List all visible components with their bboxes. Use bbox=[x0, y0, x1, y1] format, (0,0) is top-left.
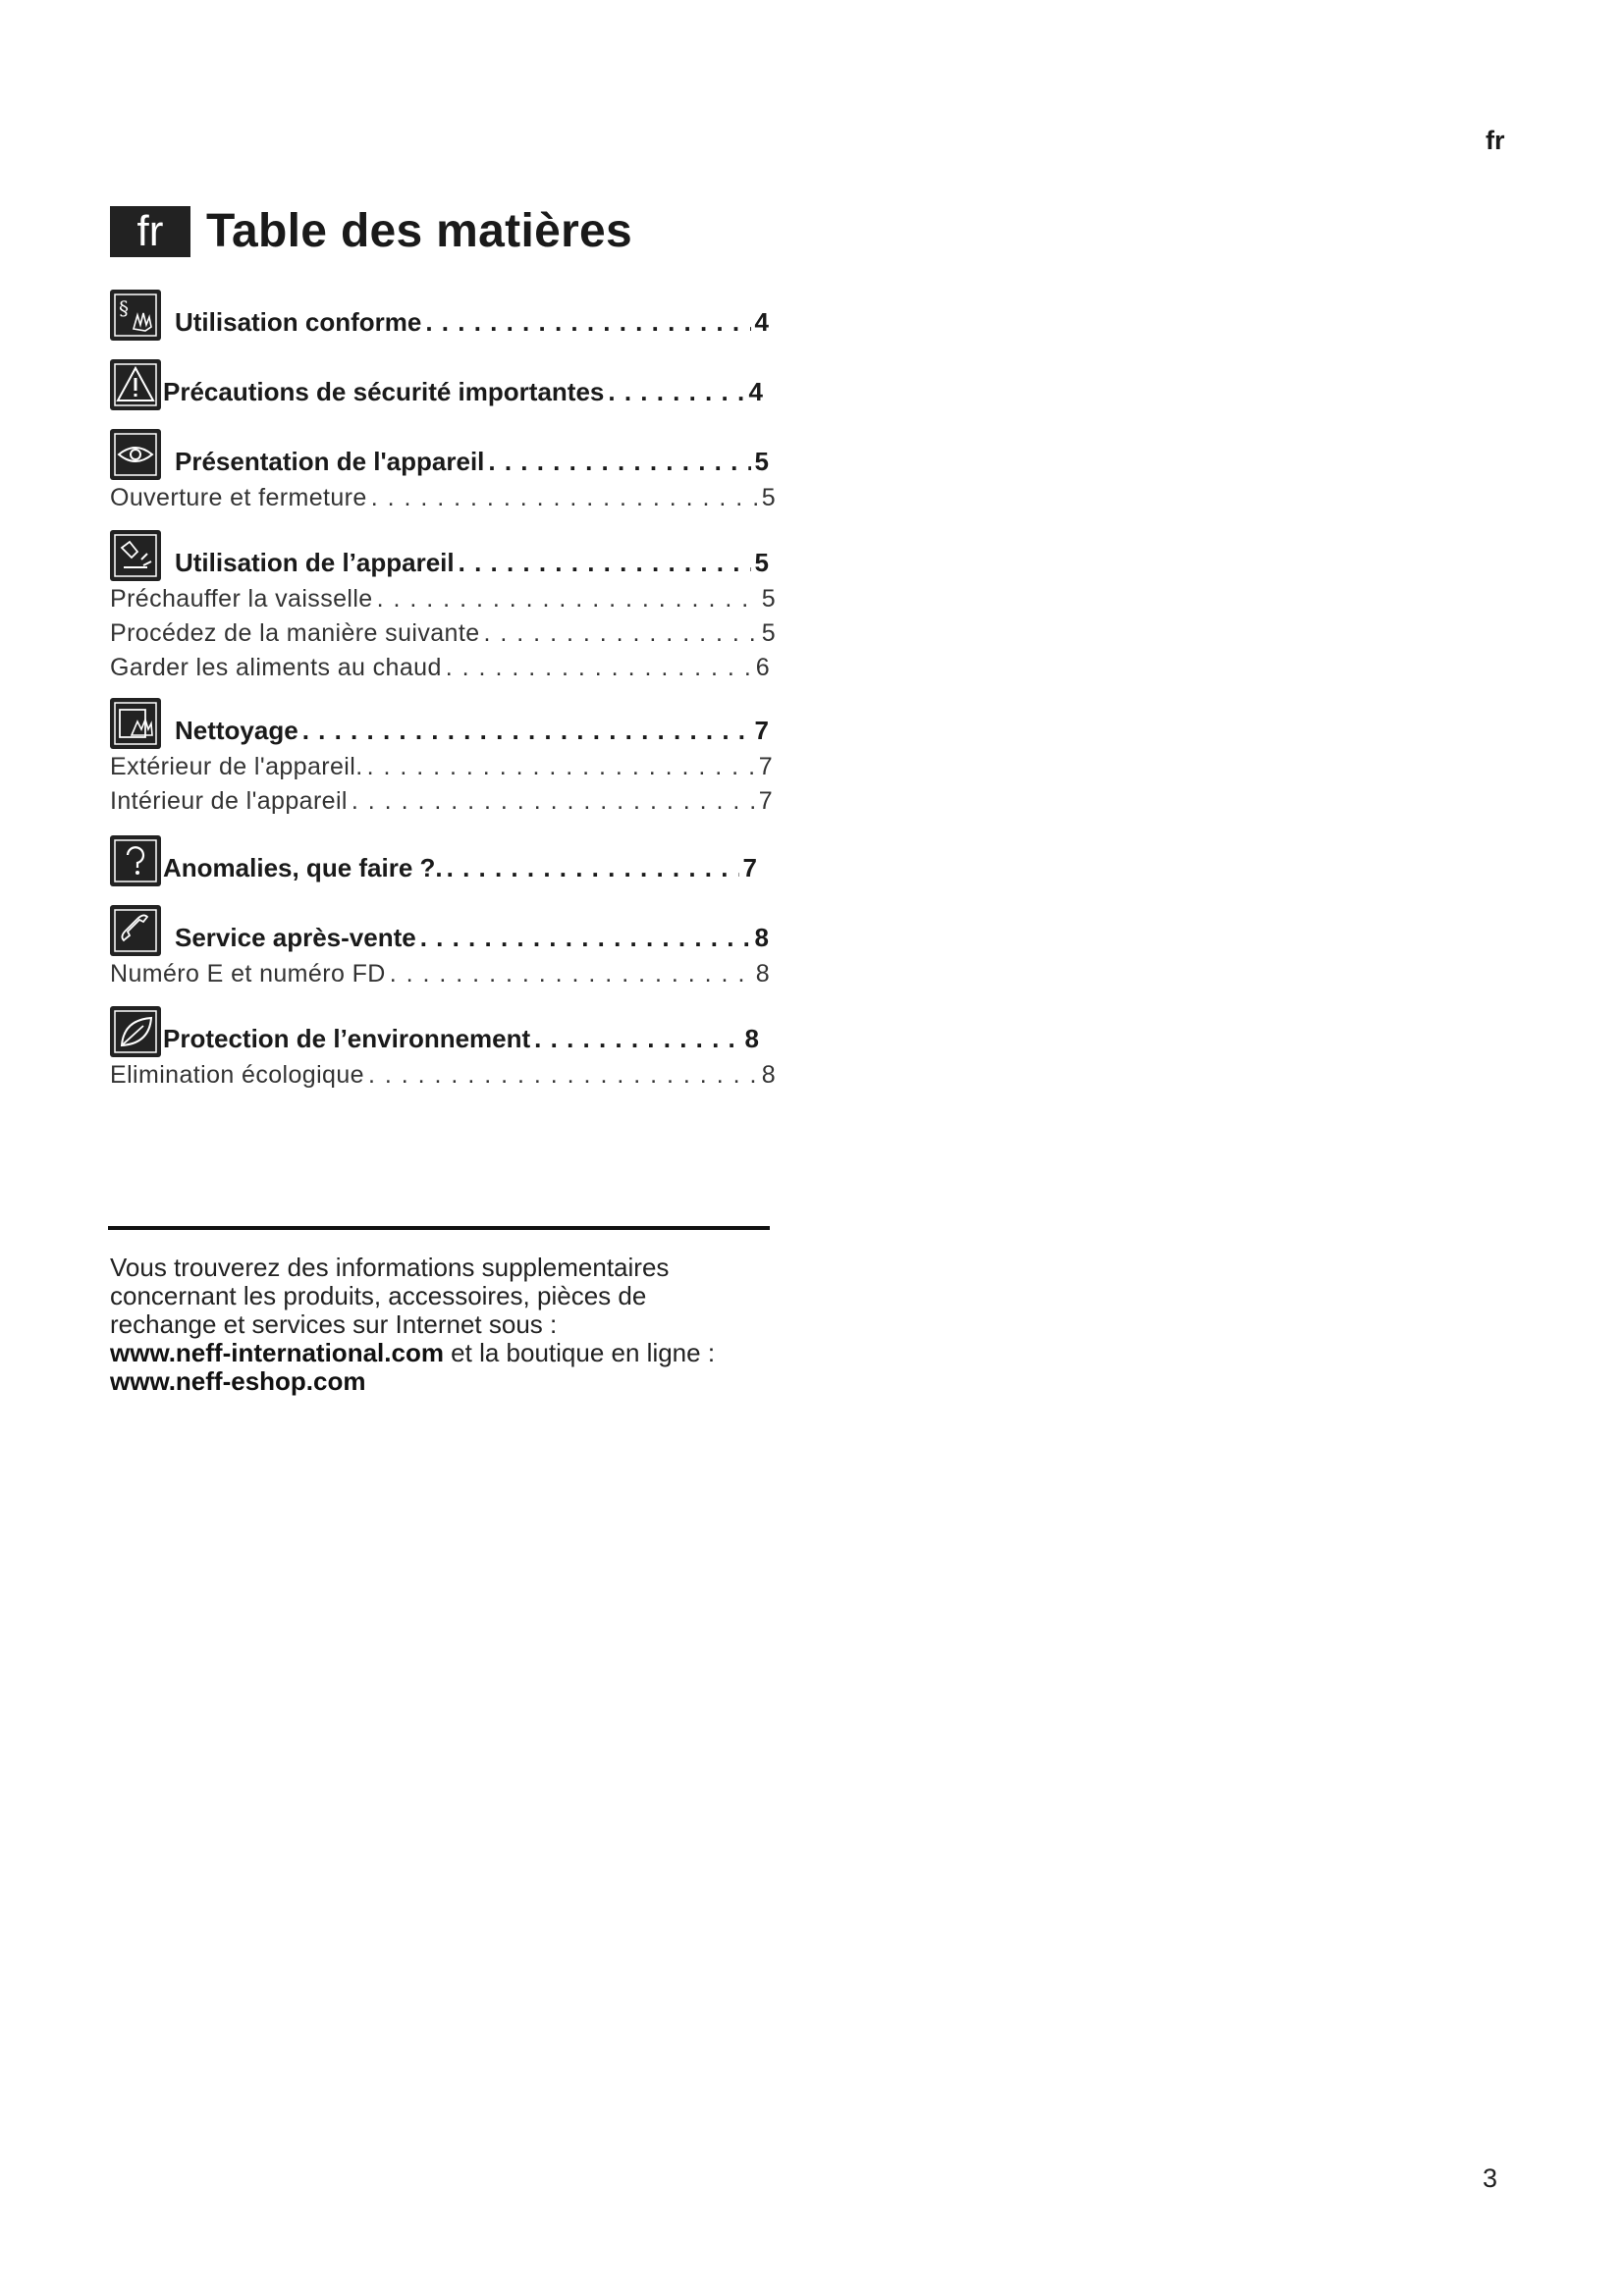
dot-leader bbox=[459, 548, 751, 578]
dot-leader bbox=[425, 307, 750, 338]
dot-leader bbox=[352, 787, 755, 816]
dot-leader bbox=[534, 1024, 740, 1054]
toc-subentry-page: 5 bbox=[761, 585, 776, 613]
toc-entry-label: Anomalies, que faire ?. bbox=[163, 853, 443, 882]
toc-entry-label: Nettoyage bbox=[175, 716, 298, 745]
toc-subentry-page: 5 bbox=[761, 484, 776, 511]
toc-entry-page: 7 bbox=[754, 716, 769, 745]
toc-subentry-label: Garder les aliments au chaud bbox=[110, 654, 442, 681]
toc-subentry-page: 6 bbox=[755, 654, 770, 681]
toc-entry-page: 5 bbox=[754, 447, 769, 476]
toc-subentry[interactable] bbox=[110, 654, 770, 685]
toc-subentry-label: Préchauffer la vaisselle bbox=[110, 585, 373, 613]
dot-leader bbox=[371, 484, 758, 512]
toc-entry-anomalies[interactable] bbox=[163, 853, 757, 886]
dot-leader bbox=[368, 1061, 758, 1090]
toc-subentry[interactable] bbox=[110, 619, 776, 651]
toc-entry-page: 8 bbox=[754, 923, 769, 952]
toc-entry-utilisation-conforme[interactable] bbox=[175, 307, 769, 341]
toc-subentry[interactable] bbox=[110, 484, 776, 515]
toc-entry-label: Utilisation conforme bbox=[175, 307, 422, 337]
toc-entry-label: Utilisation de l’appareil bbox=[175, 548, 455, 577]
page-title: Table des matières bbox=[206, 205, 633, 257]
info-note bbox=[110, 1254, 787, 1396]
eshop-link[interactable]: www.neff-eshop.com bbox=[110, 1366, 366, 1396]
dot-leader bbox=[488, 447, 750, 477]
note-line: Vous trouverez des informations supplementaires bbox=[110, 1253, 670, 1282]
language-label: fr bbox=[1486, 126, 1505, 155]
toc-entry-presentation[interactable] bbox=[175, 447, 769, 480]
toc-subentry-label: Numéro E et numéro FD bbox=[110, 960, 386, 988]
toc-entry-nettoyage[interactable] bbox=[175, 716, 769, 749]
toc-entry-label: Protection de l’environnement bbox=[163, 1024, 531, 1053]
dot-leader bbox=[446, 654, 752, 682]
note-line bbox=[110, 1339, 787, 1367]
dot-leader bbox=[447, 853, 739, 883]
toc-subentry[interactable] bbox=[110, 753, 773, 784]
dot-leader bbox=[420, 923, 751, 953]
toc-subentry-page: 8 bbox=[761, 1061, 776, 1089]
language-badge: fr bbox=[110, 206, 190, 257]
leaf-icon bbox=[110, 1006, 161, 1057]
title-row bbox=[110, 204, 632, 258]
toc-subentry-page: 7 bbox=[758, 787, 773, 815]
phone-icon bbox=[110, 905, 161, 956]
dot-leader bbox=[302, 716, 751, 746]
appliance-use-icon bbox=[110, 530, 161, 581]
question-icon bbox=[110, 835, 161, 886]
toc-subentry-page: 7 bbox=[758, 753, 773, 780]
toc-entry-page: 7 bbox=[742, 853, 757, 882]
toc-entry-label: Service après-vente bbox=[175, 923, 416, 952]
toc-entry-utilisation-appareil[interactable] bbox=[175, 548, 769, 581]
toc-entry-page: 8 bbox=[744, 1024, 759, 1053]
toc-subentry-label: Extérieur de l'appareil. bbox=[110, 753, 363, 780]
toc-subentry-label: Intérieur de l'appareil bbox=[110, 787, 348, 815]
toc-entry-page: 4 bbox=[754, 307, 769, 337]
toc-subentry-page: 8 bbox=[755, 960, 770, 988]
toc-subentry-page: 5 bbox=[761, 619, 776, 647]
note-text: et la boutique en ligne : bbox=[443, 1338, 716, 1367]
dot-leader bbox=[367, 753, 755, 781]
note-line: concernant les produits, accessoires, pièces de bbox=[110, 1281, 647, 1310]
warning-icon bbox=[110, 359, 161, 410]
note-line: rechange et services sur Internet sous : bbox=[110, 1309, 558, 1339]
toc-entry-service[interactable] bbox=[175, 923, 769, 956]
divider bbox=[108, 1226, 770, 1230]
toc-subentry[interactable] bbox=[110, 960, 770, 991]
dot-leader bbox=[390, 960, 752, 988]
page-number: 3 bbox=[1483, 2163, 1498, 2193]
toc-subentry[interactable] bbox=[110, 787, 773, 819]
toc-entry-page: 5 bbox=[754, 548, 769, 577]
toc-subentry-label: Procédez de la manière suivante bbox=[110, 619, 480, 647]
note-line bbox=[110, 1367, 787, 1396]
toc-subentry[interactable] bbox=[110, 585, 776, 616]
toc-entry-environnement[interactable] bbox=[163, 1024, 759, 1057]
toc-subentry[interactable] bbox=[110, 1061, 776, 1093]
dot-leader bbox=[608, 377, 744, 407]
eye-icon bbox=[110, 429, 161, 480]
toc-entry-label: Présentation de l'appareil bbox=[175, 447, 485, 476]
toc-entry-precautions[interactable] bbox=[163, 377, 763, 410]
toc-subentry-label: Ouverture et fermeture bbox=[110, 484, 367, 511]
cleaning-icon bbox=[110, 698, 161, 749]
toc-entry-page: 4 bbox=[748, 377, 763, 406]
website-link[interactable]: www.neff-international.com bbox=[110, 1338, 444, 1367]
dot-leader bbox=[484, 619, 758, 648]
toc-entry-label: Précautions de sécurité importantes bbox=[163, 377, 605, 406]
toc-subentry-label: Elimination écologique bbox=[110, 1061, 364, 1089]
law-hand-icon bbox=[110, 290, 161, 341]
dot-leader bbox=[377, 585, 758, 614]
svg-text:§: § bbox=[119, 296, 129, 320]
